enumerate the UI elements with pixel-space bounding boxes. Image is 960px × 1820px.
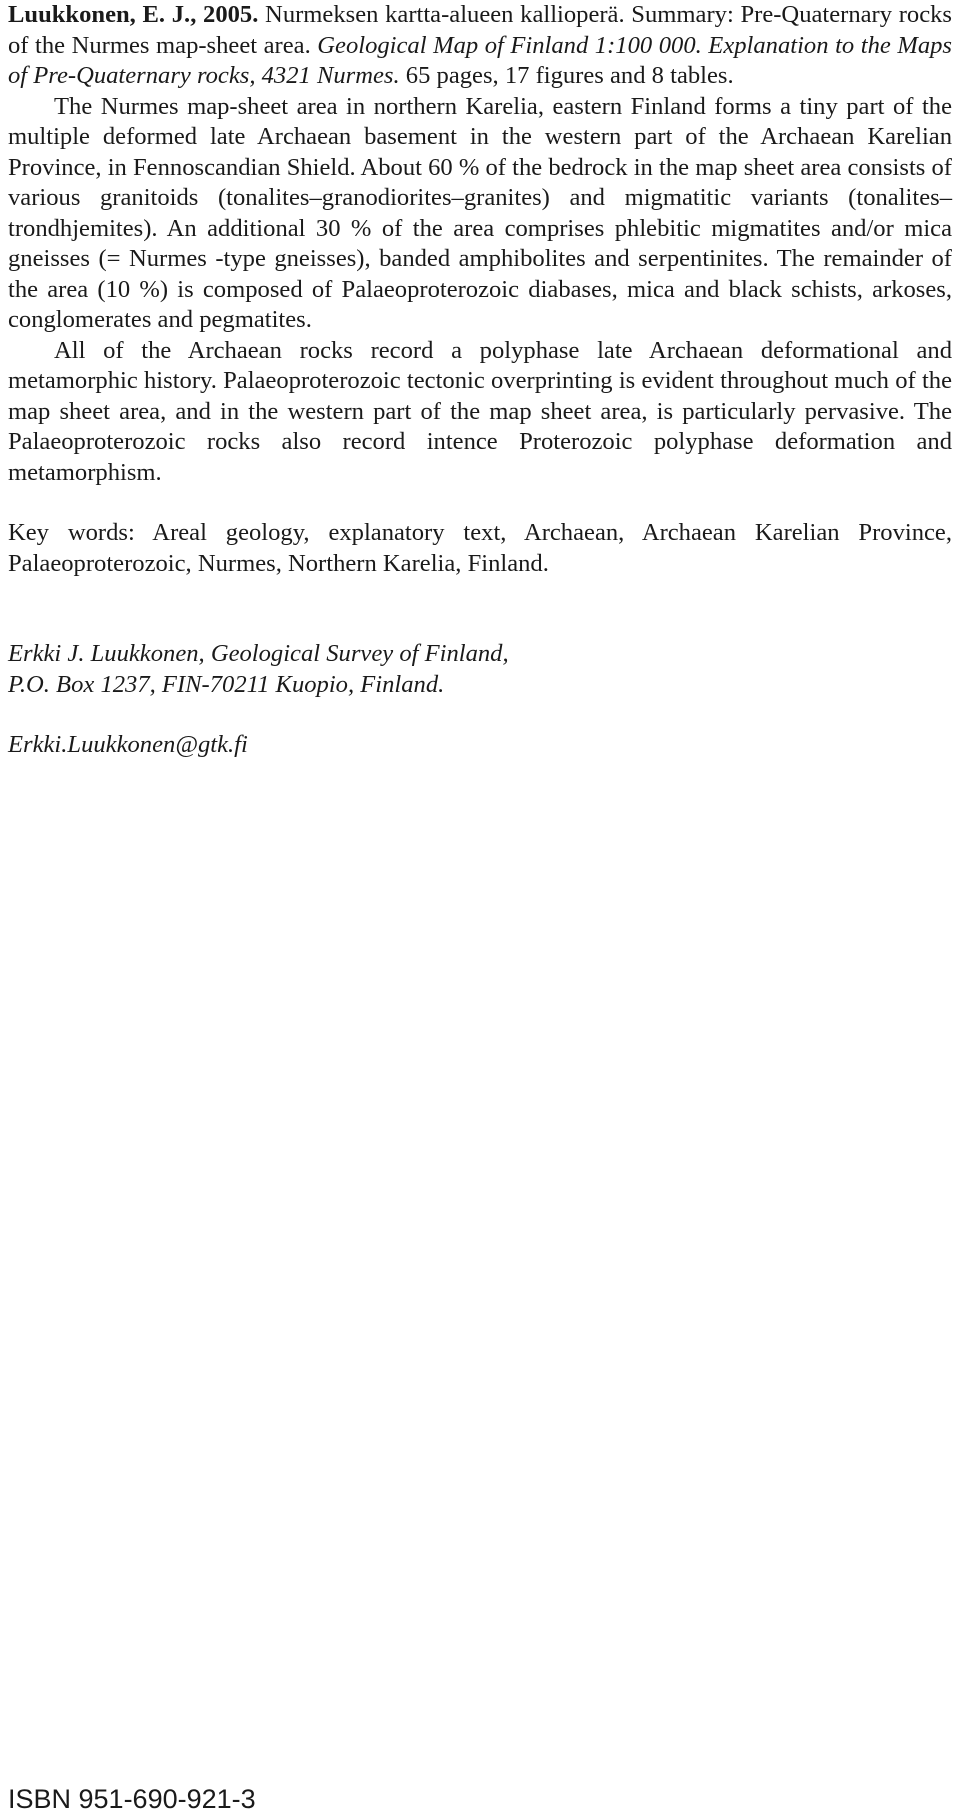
citation-title: Nurmeksen kartta-alueen kallioperä. Summary: Pre-Quaternary rocks of the Nurmes map-sheet area. xyxy=(8,1,952,59)
document-page xyxy=(8,0,952,761)
keywords: Key words: Areal geology, explanatory text, Archaean, Archaean Karelian Province, Palaeoproterozoic, Nurmes, Northern Karelia, Finland. xyxy=(8,519,952,577)
author-email: Erkki.Luukkonen@gtk.fi xyxy=(8,731,248,758)
author-address-line-2: P.O. Box 1237, FIN-70211 Kuopio, Finland. xyxy=(8,670,445,698)
isbn: ISBN 951-690-921-3 xyxy=(8,1784,256,1814)
citation-series: Geological Map of Finland 1:100 000. Explanation to the Maps of Pre-Quaternary rocks, 4321 Nurmes. xyxy=(8,31,952,89)
author-address-line-1: Erkki J. Luukkonen, Geological Survey of Finland, xyxy=(8,640,509,667)
author-address xyxy=(8,639,952,700)
citation-extent: 65 pages, 17 figures and 8 tables. xyxy=(399,62,734,89)
citation-author-year: Luukkonen, E. J., 2005. xyxy=(8,1,259,28)
citation xyxy=(8,0,952,92)
abstract-paragraph-1: The Nurmes map-sheet area in northern Karelia, eastern Finland forms a tiny part of the multiple deformed late Archaean basement in the western part of the Archaean Karelian Province, in Fennoscandian Shield. About 60 % of the bedrock in the map sheet area consists of various granitoids (tonalites–granodiorites–granites) and migmatitic variants (tonalites–trondhjemites). An additional 30 % of the area comprises phlebitic migmatites and/or mica gneisses (= Nurmes -type gneisses), banded amphibolites and serpentinites. The remainder of the area (10 %) is composed of Palaeoproterozoic diabases, mica and black schists, arkoses, conglomerates and pegmatites. xyxy=(8,92,952,333)
abstract-paragraph-2: All of the Archaean rocks record a polyphase late Archaean deformational and metamorphic history. Palaeoproterozoic tectonic overprinting is evident throughout much of the map sheet area, and in the western part of the map sheet area, is particularly pervasive. The Palaeoproterozoic rocks also record intence Proterozoic polyphase deformation and metamorphism. xyxy=(8,336,952,486)
